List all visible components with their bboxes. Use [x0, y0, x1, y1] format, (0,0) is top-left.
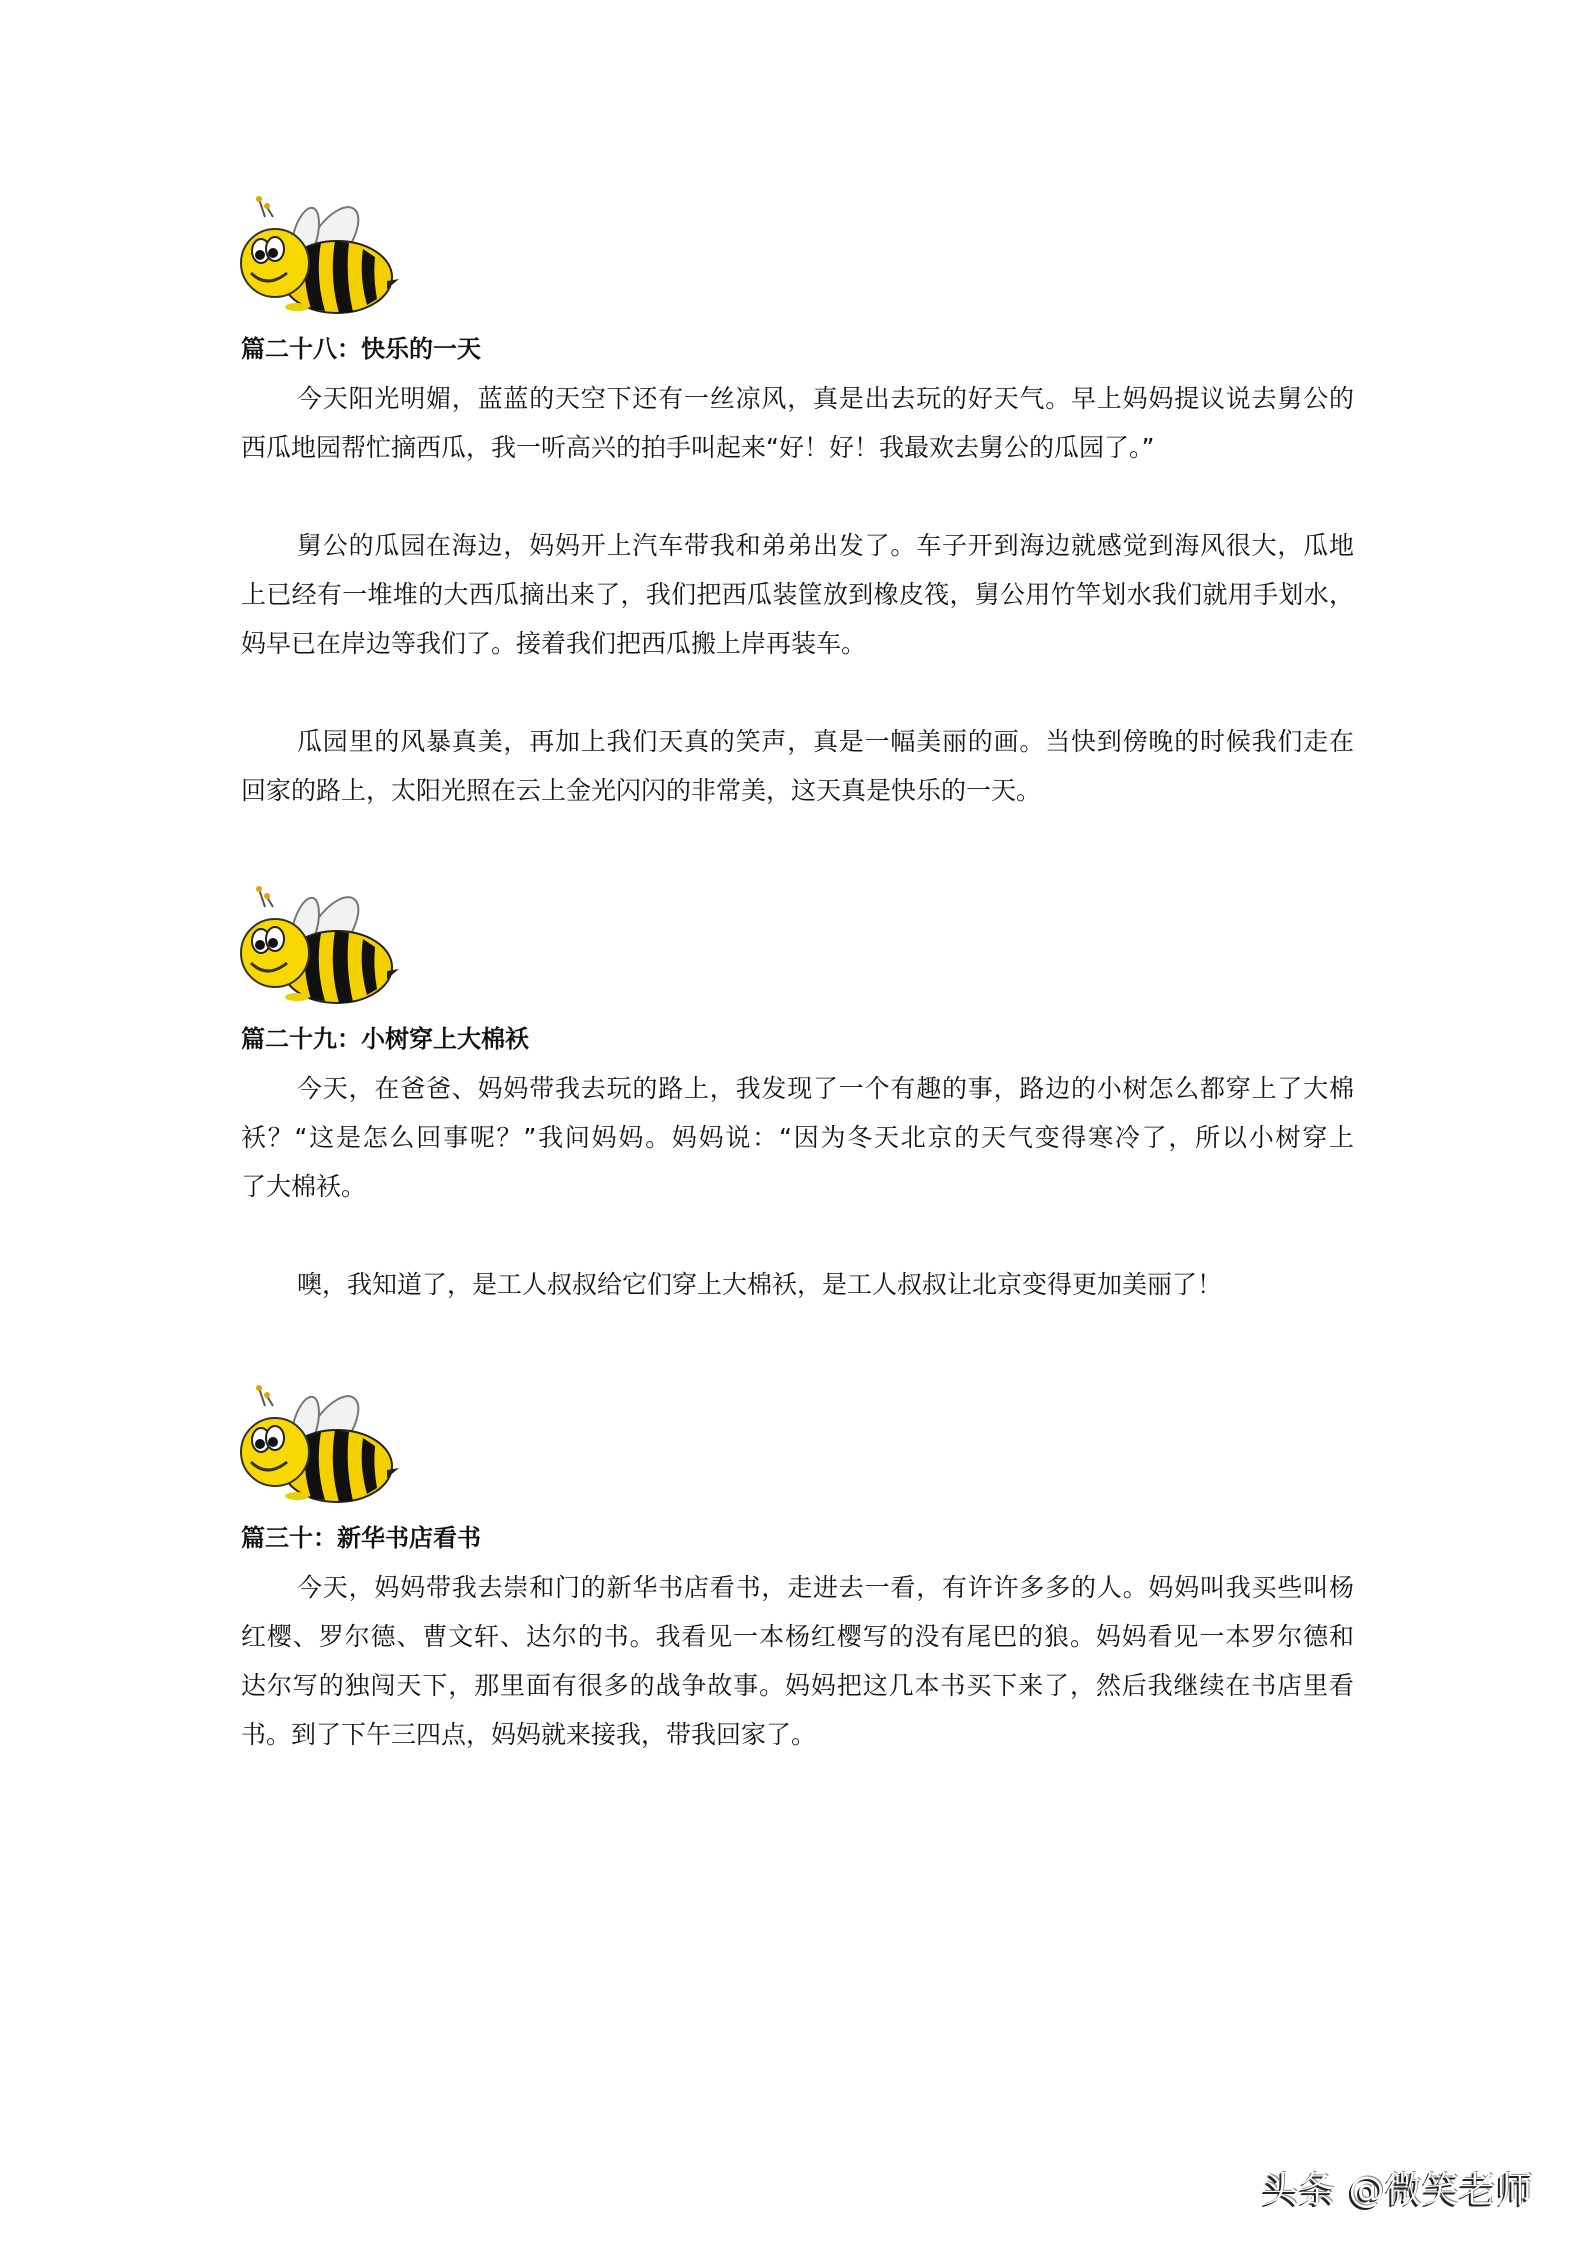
paragraph-gap — [241, 668, 1354, 717]
bee-icon — [237, 1384, 403, 1504]
paragraph-line: 红樱、罗尔德、曹文轩、达尔的书。我看见一本杨红樱写的没有尾巴的狼。妈妈看见一本罗尔德和 — [241, 1622, 1354, 1651]
paragraph-line: 西瓜地园帮忙摘西瓜，我一听高兴的拍手叫起来“好！好！我最欢去舅公的瓜园了。” — [241, 433, 1155, 462]
bee-icon — [237, 195, 403, 315]
paragraph-gap — [241, 472, 1354, 521]
story-title: 篇二十九：小树穿上大棉袄 — [241, 1025, 529, 1053]
story-section — [241, 325, 1354, 815]
story-title: 篇三十：新华书店看书 — [241, 1524, 481, 1552]
paragraph-line: 回家的路上，太阳光照在云上金光闪闪的非常美，这天真是快乐的一天。 — [241, 776, 1042, 805]
paragraph-gap — [241, 1211, 1354, 1260]
story-section — [241, 1514, 1354, 1759]
paragraph-line: 上已经有一堆堆的大西瓜摘出来了，我们把西瓜装筐放到橡皮筏，舅公用竹竿划水我们就用手划水， — [241, 580, 1354, 609]
paragraph-line: 今天阳光明媚，蓝蓝的天空下还有一丝凉风，真是出去玩的好天气。早上妈妈提议说去舅公的 — [297, 384, 1354, 413]
watermark: 头条 @微笑老师 — [1262, 2170, 1534, 2211]
paragraph-line: 了大棉袄。 — [241, 1172, 367, 1201]
paragraph-line: 袄？“这是怎么回事呢？”我问妈妈。妈妈说：“因为冬天北京的天气变得寒冷了，所以小树穿上 — [241, 1123, 1354, 1152]
paragraph-line: 达尔写的独闯天下，那里面有很多的战争故事。妈妈把这几本书买下来了，然后我继续在书店里看 — [241, 1671, 1354, 1700]
paragraph-line: 今天，妈妈带我去崇和门的新华书店看书，走进去一看，有许许多多的人。妈妈叫我买些叫杨 — [297, 1573, 1354, 1602]
bee-icon — [237, 885, 403, 1005]
story-title: 篇二十八：快乐的一天 — [241, 335, 481, 363]
story-section — [241, 1015, 1354, 1309]
paragraph-line: 今天，在爸爸、妈妈带我去玩的路上，我发现了一个有趣的事，路边的小树怎么都穿上了大棉 — [297, 1074, 1354, 1103]
paragraph-line: 妈早已在岸边等我们了。接着我们把西瓜搬上岸再装车。 — [241, 629, 867, 658]
paragraph-line: 舅公的瓜园在海边，妈妈开上汽车带我和弟弟出发了。车子开到海边就感觉到海风很大，瓜地 — [297, 531, 1354, 560]
paragraph-line: 书。到了下午三四点，妈妈就来接我，带我回家了。 — [241, 1720, 817, 1749]
paragraph-line: 瓜园里的风暴真美，再加上我们天真的笑声，真是一幅美丽的画。当快到傍晚的时候我们走在 — [297, 727, 1354, 756]
paragraph-line: 噢，我知道了，是工人叔叔给它们穿上大棉袄，是工人叔叔让北京变得更加美丽了！ — [297, 1270, 1223, 1299]
